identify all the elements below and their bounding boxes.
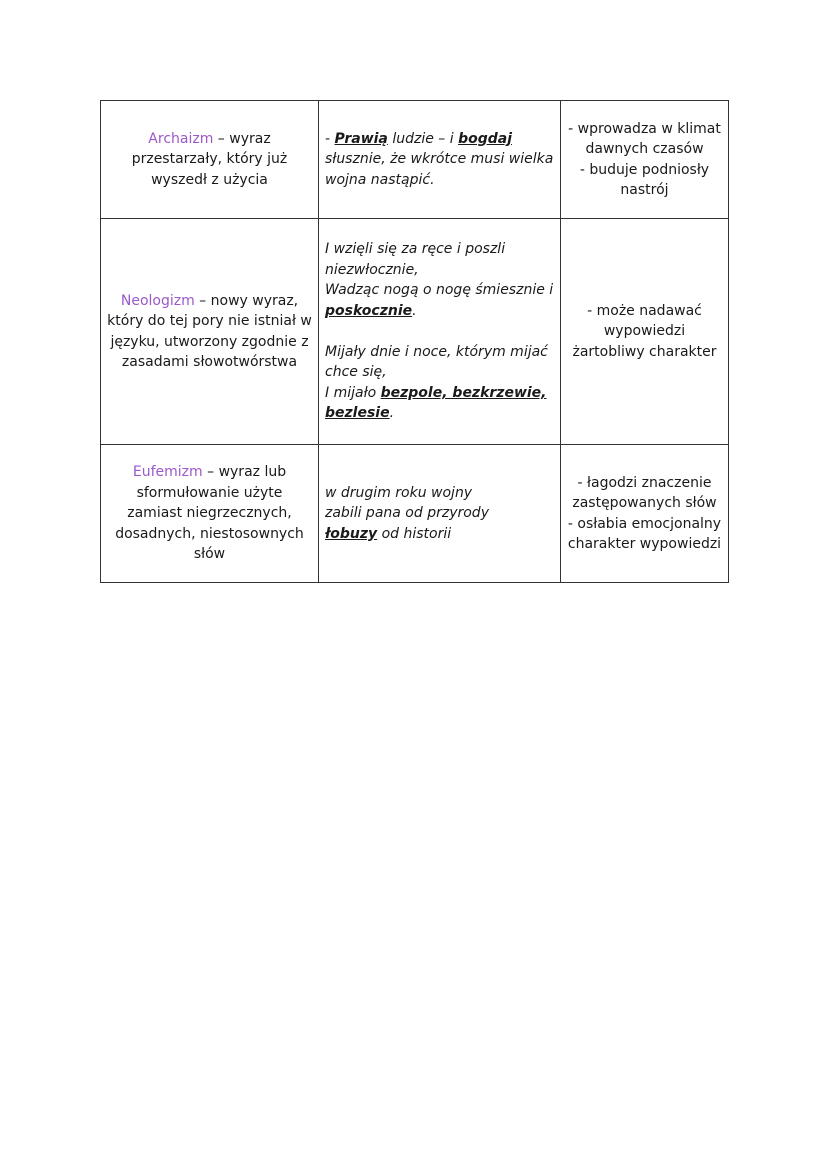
quote-line bbox=[325, 383, 554, 424]
quote-line bbox=[325, 280, 554, 321]
function-item: - łagodzi znaczenie zastępowanych słów bbox=[572, 474, 717, 511]
highlighted-word: Prawią bbox=[334, 130, 388, 147]
definition-cell bbox=[101, 445, 319, 583]
quote-text: słusznie, że wkrótce musi wielka wojna nastąpić. bbox=[325, 151, 554, 188]
highlighted-word: łobuzy bbox=[325, 525, 378, 542]
quote-text: . bbox=[389, 405, 395, 422]
quote-text: od historii bbox=[377, 525, 452, 542]
example-cell bbox=[319, 445, 561, 583]
function-item: - buduje podniosły nastrój bbox=[579, 161, 710, 198]
term-definition: – wyraz lub sformułowanie użyte zamiast niegrzecznych, dosadnych, niestosownych słów bbox=[115, 464, 304, 563]
function-cell bbox=[561, 445, 729, 583]
quote-text: . bbox=[412, 302, 417, 319]
quote-text: ludzie – i bbox=[387, 130, 459, 147]
term-name: Eufemizm bbox=[132, 464, 203, 481]
highlighted-word: poskocznie bbox=[325, 302, 413, 319]
term-name: Archaizm bbox=[148, 130, 214, 147]
table-row bbox=[101, 219, 729, 445]
quote-line: I wzięli się za ręce i poszli niezwłocznie, bbox=[325, 241, 506, 278]
highlighted-word: bogdaj bbox=[458, 130, 513, 147]
function-cell bbox=[561, 219, 729, 445]
function-item: - może nadawać wypowiedzi żartobliwy charakter bbox=[572, 302, 717, 360]
quote-line: Mijały dnie i noce, którym mijać chce się, bbox=[325, 343, 548, 381]
quote-text: Wadząc nogą o nogę śmiesznie i bbox=[325, 282, 554, 299]
function-item: - osłabia emocjonalny charakter wypowiedzi bbox=[567, 515, 722, 552]
function-cell bbox=[561, 101, 729, 219]
example-cell bbox=[319, 219, 561, 445]
table-row bbox=[101, 445, 729, 583]
quote-line: w drugim roku wojny bbox=[325, 484, 473, 501]
definition-cell bbox=[101, 101, 319, 219]
stylistic-devices-table bbox=[100, 100, 729, 583]
term-name: Neologizm bbox=[120, 292, 195, 309]
function-item: - wprowadza w klimat dawnych czasów bbox=[568, 120, 721, 157]
quote-line: zabili pana od przyrody bbox=[325, 505, 489, 522]
highlighted-word: bezpole, bezkrzewie, bezlesie bbox=[325, 384, 547, 422]
quote-line bbox=[325, 524, 554, 545]
table-row bbox=[101, 101, 729, 219]
stanza-gap bbox=[325, 321, 554, 342]
term-definition: – nowy wyraz, który do tej pory nie istniał w języku, utworzony zgodnie z zasadami słowotwórstwa bbox=[107, 292, 312, 370]
quote-text: - bbox=[325, 130, 335, 147]
example-cell bbox=[319, 101, 561, 219]
definition-cell bbox=[101, 219, 319, 445]
term-definition: – wyraz przestarzały, który już wyszedł z użycia bbox=[131, 130, 288, 188]
quote-text: I mijało bbox=[325, 384, 381, 401]
